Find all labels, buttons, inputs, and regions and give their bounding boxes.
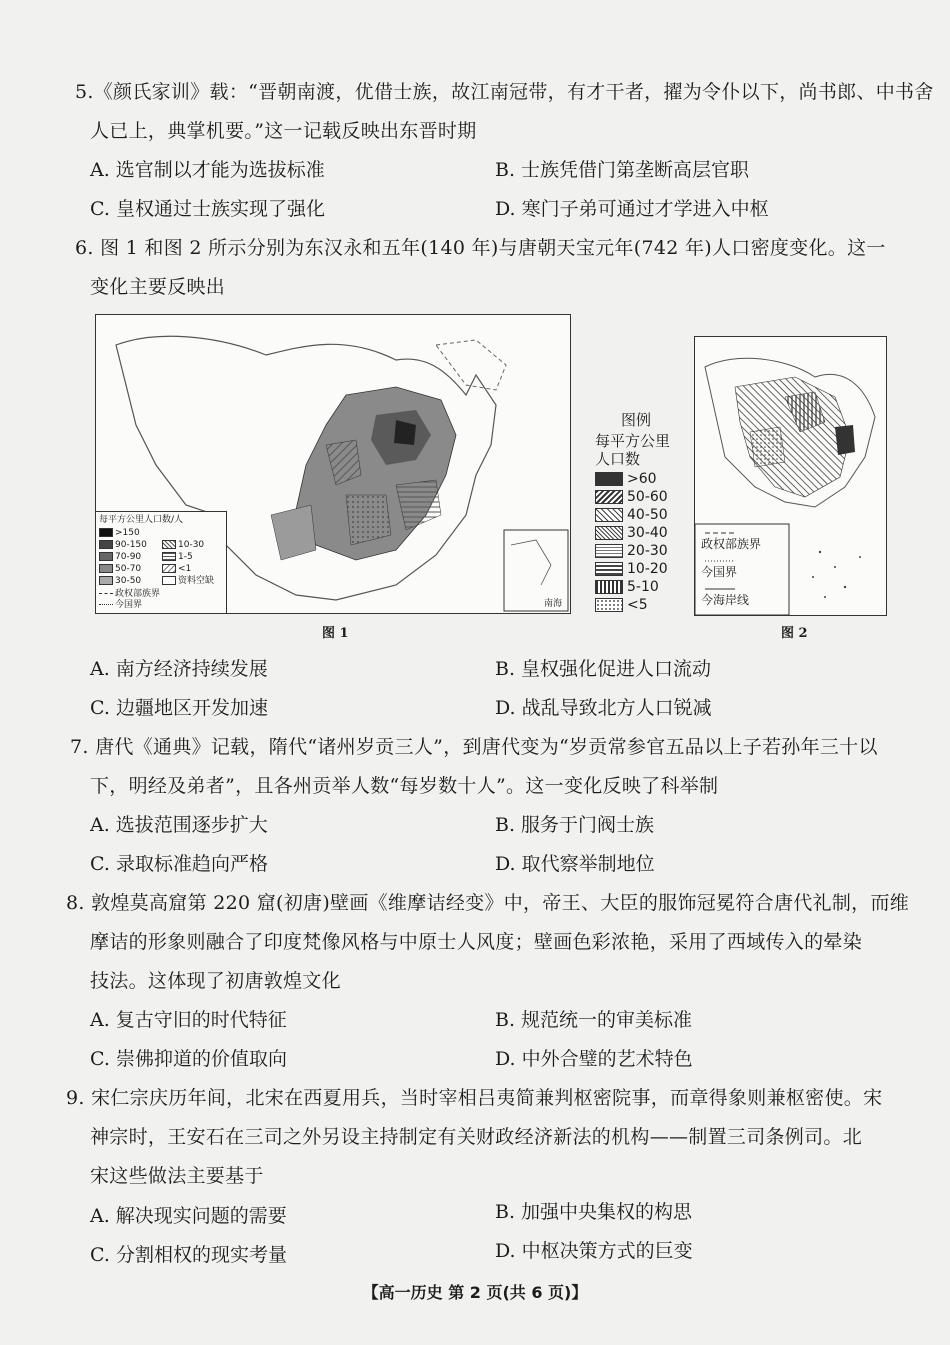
map1-legend-item-1 [99,527,140,539]
map2-legend-subtitle-2: 人口数 [595,450,641,468]
swatch [595,490,623,504]
map2-legend-border: 今国界 [701,565,738,579]
dashed-line-icon [99,593,113,594]
map2-legend-title: 图例 [621,411,652,429]
q5-option-b: B. 士族凭借门第垄断高层官职 [495,159,750,181]
label: >60 [627,471,657,487]
map1-legend-item-6 [162,539,204,551]
swatch [99,528,113,537]
label: 政权部族界 [115,589,161,599]
label: <1 [178,564,192,574]
swatch [99,540,113,549]
label: >150 [115,528,140,538]
q8-stem-line3: 技法。这体现了初唐敦煌文化 [90,970,341,992]
label: 1-5 [178,552,193,562]
swatch [99,564,113,573]
map1-legend-border [99,599,142,611]
map2-legend-item-1 [595,471,657,487]
q7-option-a: A. 选拔范围逐步扩大 [90,814,268,836]
label: 20-30 [627,543,668,559]
label: 今国界 [115,600,143,610]
q7-option-c: C. 录取标准趋向严格 [90,853,268,875]
label: <5 [627,597,648,613]
map1-northeast-boundary [436,340,506,390]
q5-stem-line2: 人已上，典掌机要。”这一记载反映出东晋时期 [90,120,477,142]
q8-option-c: C. 崇佛抑道的价值取向 [90,1048,287,1070]
q9-option-a: A. 解决现实问题的需要 [90,1205,287,1227]
q5-option-a: A. 选官制以才能为选拔标准 [90,159,325,181]
map1-legend-item-7 [162,551,193,563]
q5-stem-line1: 5.《颜氏家训》载：“晋朝南渡，优借士族，故江南冠带，有才干者，擢为令仆以下，尚书郎、中书舍 [75,81,934,103]
swatch [162,552,176,561]
map2-legend-item-3 [595,507,668,523]
swatch [595,526,623,540]
label: 10-30 [178,540,205,550]
dotted-line-icon [99,604,113,605]
map2-legend-coast: 今海岸线 [701,593,750,607]
swatch [595,580,623,594]
map2-dense-region [835,425,855,455]
map2-legend-item-5 [595,543,668,559]
swatch [595,472,623,486]
q7-option-b: B. 服务于门阀士族 [495,814,655,836]
map1-inset-label: 南海 [544,599,563,609]
label: 资料空缺 [178,576,215,586]
swatch [162,576,176,585]
label: 5-10 [627,579,659,595]
swatch [595,544,623,558]
q8-option-a: A. 复古守旧的时代特征 [90,1009,287,1031]
map2-region-dotted [750,427,785,467]
q7-stem-line2: 下，明经及弟者”，且各州贡举人数“每岁数十人”。这一变化反映了科举制 [90,775,719,797]
q8-option-b: B. 规范统一的审美标准 [495,1009,693,1031]
q6-option-a: A. 南方经济持续发展 [90,658,268,680]
q6-stem-line1: 6. 图 1 和图 2 所示分别为东汉永和五年(140 年)与唐朝天宝元年(742 年)人口密度变化。这一 [75,237,886,259]
map-figure-2 [694,336,887,616]
label: 50-70 [115,564,142,574]
q6-option-c: C. 边疆地区开发加速 [90,697,268,719]
q6-option-d: D. 战乱导致北方人口锐减 [495,697,712,719]
swatch [595,508,623,522]
q9-option-b: B. 加强中央集权的构思 [495,1201,693,1223]
map1-legend-item-3 [99,551,141,563]
q8-stem-line1: 8. 敦煌莫高窟第 220 窟(初唐)壁画《维摩诘经变》中，帝王、大臣的服饰冠冕符合唐代礼制，而维 [66,892,910,914]
q7-stem-line1: 7. 唐代《通典》记载，隋代“诸州岁贡三人”，到唐代变为“岁贡常参官五品以上子若孙年三十以 [70,736,878,758]
map2-legend-item-6 [595,561,668,577]
swatch [595,598,623,612]
q9-option-c: C. 分割相权的现实考量 [90,1244,287,1266]
swatch [595,562,623,576]
map2-caption: 图 2 [781,626,808,641]
map-figure-1 [95,314,571,614]
q7-option-d: D. 取代察举制地位 [495,853,655,875]
q6-stem-line2: 变化主要反映出 [90,276,226,298]
label: 90-150 [115,540,147,550]
map2-legend-item-7 [595,579,659,595]
map1-legend-item-8 [162,563,191,575]
swatch [99,576,113,585]
label: 30-40 [627,525,668,541]
swatch [162,564,176,573]
swatch [99,552,113,561]
q9-stem-line3: 宋这些做法主要基于 [90,1165,264,1187]
label: 50-60 [627,489,668,505]
q9-option-d: D. 中枢决策方式的巨变 [495,1240,693,1262]
q8-stem-line2: 摩诘的形象则融合了印度梵像风格与中原士人风度；壁画色彩浓艳，采用了西域传入的晕染 [90,931,863,953]
map2-islands [812,551,861,598]
q5-option-d: D. 寒门子弟可通过才学进入中枢 [495,198,769,220]
map1-legend-item-2 [99,539,147,551]
map2-legend-boundary: 政权部族界 [701,537,762,551]
q9-stem-line1: 9. 宋仁宗庆历年间，北宋在西夏用兵，当时宰相吕夷简兼判枢密院事，而章得象则兼枢密使。宋 [66,1087,883,1109]
map1-legend-item-5 [99,575,141,587]
map2-legend-item-8 [595,597,648,613]
map2-legend-item-4 [595,525,668,541]
map1-region-southwest [271,505,316,560]
map1-legend-item-4 [99,563,141,575]
label: 10-20 [627,561,668,577]
map1-legend-item-9 [162,575,214,587]
map2-legend-item-2 [595,489,668,505]
swatch [162,540,176,549]
map1-caption: 图 1 [322,626,349,641]
label: 40-50 [627,507,668,523]
q8-option-d: D. 中外合璧的艺术特色 [495,1048,693,1070]
q5-option-c: C. 皇权通过士族实现了强化 [90,198,325,220]
q9-stem-line2: 神宗时，王安石在三司之外另设主持制定有关财政经济新法的机构——制置三司条例司。北 [90,1126,863,1148]
map2-legend-subtitle-1: 每平方公里 [595,432,671,450]
label: 30-50 [115,576,142,586]
map1-legend [96,511,227,614]
label: 70-90 [115,552,142,562]
q6-option-b: B. 皇权强化促进人口流动 [495,658,712,680]
map1-legend-title: 每平方公里人口数/人 [99,515,184,525]
page-footer: 【高一历史 第 2 页(共 6 页)】 [362,1283,588,1302]
